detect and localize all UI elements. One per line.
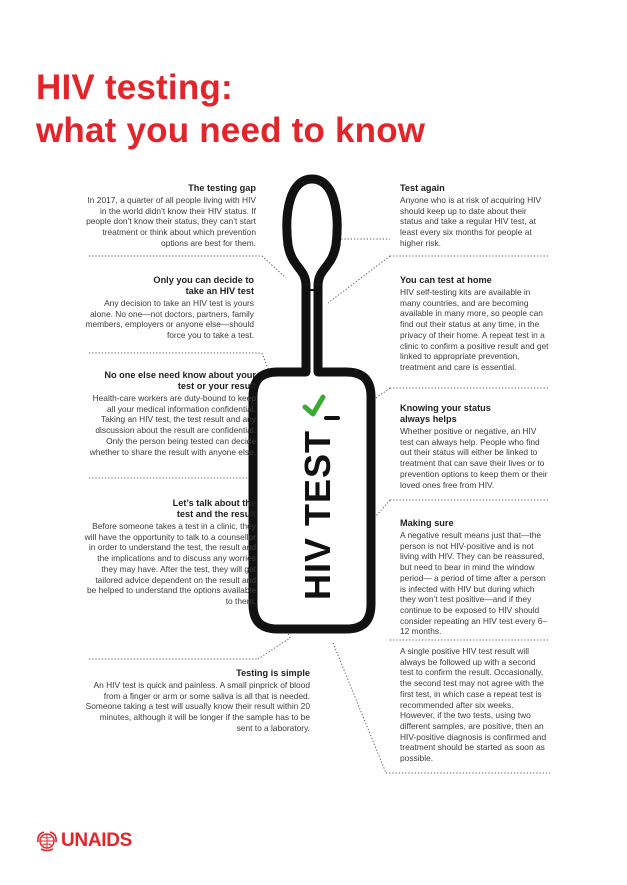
section-body: Any decision to take an HIV test is yours alone. No one—not doctors, partners, family members, employers or anyone else—should force you to take a test. [85, 298, 254, 341]
unaids-logo [36, 830, 132, 852]
section-heading: You can test at home [400, 275, 492, 285]
section-knowing-status [400, 403, 550, 490]
section-heading: The testing gap [188, 183, 256, 193]
section-test-again [400, 183, 550, 249]
test-device [253, 179, 371, 629]
section-test-at-home [400, 275, 550, 373]
section-making-sure [400, 518, 550, 764]
section-body-continued: A single positive HIV test result will always be followed up with a second test to confirm the result. Occasionally, the second test may not agree with the first test, in which case a repeat test is recommended after six weeks. However, if the two tests, using two different samples, are positive, then an HIV-positive diagnosis is confirmed and treatment should be started as soon as possible. [400, 646, 547, 764]
section-body: HIV self-testing kits are available in many countries, and are becoming available in many more, so people can find out their status at any time, in the privacy of their home. A repeat test in a clinic to confirm a positive result and get linked to appropriate prevention, treatment and care is essential. [400, 287, 549, 372]
section-heading: Knowing your status always helps [400, 403, 491, 424]
section-body: Health-care workers are duty-bound to keep all your medical information confidential. Taking an HIV test, the test result and any discussion about the result are confidential. Only the person being tested can decide whether to share the result with anyone else. [89, 393, 256, 457]
section-body: An HIV test is quick and painless. A small pinprick of blood from a finger or arm or some saliva is all that is needed. Someone taking a test will usually know their result within 20 minutes, although it will be longer if the sample has to be sent to a laboratory. [85, 680, 310, 733]
section-only-you-decide [84, 275, 254, 341]
title-line-2: what you need to know [36, 111, 426, 150]
section-heading: No one else need know about your test or your result [104, 370, 256, 391]
section-confidentiality [84, 370, 256, 457]
section-heading: Only you can decide to take an HIV test [153, 275, 254, 296]
section-body: Anyone who is at risk of acquiring HIV should keep up to date about their status and take a regular HIV test, at least every six months for people at higher risk. [400, 195, 542, 248]
section-body: Whether positive or negative, an HIV test can always help. People who find out their status will either be linked to treatment that can save their lives or to prevention options to keep them or their loved ones free from HIV. [400, 426, 548, 490]
section-body: In 2017, a quarter of all people living with HIV in the world didn’t know their HIV status. If people don’t know their status, they can’t start treatment or think about which prevention options are best for them. [86, 195, 256, 248]
title-line-1: HIV testing: [36, 68, 233, 107]
un-emblem-icon [36, 830, 58, 852]
section-body: Before someone takes a test in a clinic, they will have the opportunity to talk to a counsellor in order to understand the test, the result and the implications and to discuss any worries they may have. After the test, they will get tailored advice dependent on the result and be helped to understand the options available to them. [84, 521, 256, 606]
section-testing-gap [84, 183, 256, 249]
logo-text: UNAIDS [61, 830, 133, 851]
section-body: A negative result means just that—the person is not HIV-positive and is not living with HIV. They can be reassured, but need to bear in mind the window period— a period of time after a person is infected with HIV but during which they won’t test positive—and if they continue to be exposed to HIV should consider repeating an HIV test every 6–12 months. [400, 530, 548, 637]
section-talk-about-test [84, 498, 256, 607]
section-heading: Test again [400, 183, 445, 193]
section-heading: Let’s talk about the test and the result [172, 498, 256, 519]
section-heading: Testing is simple [236, 668, 310, 678]
section-heading: Making sure [400, 518, 454, 528]
device-label: HIV TEST [297, 429, 338, 600]
section-testing-simple [84, 668, 310, 734]
